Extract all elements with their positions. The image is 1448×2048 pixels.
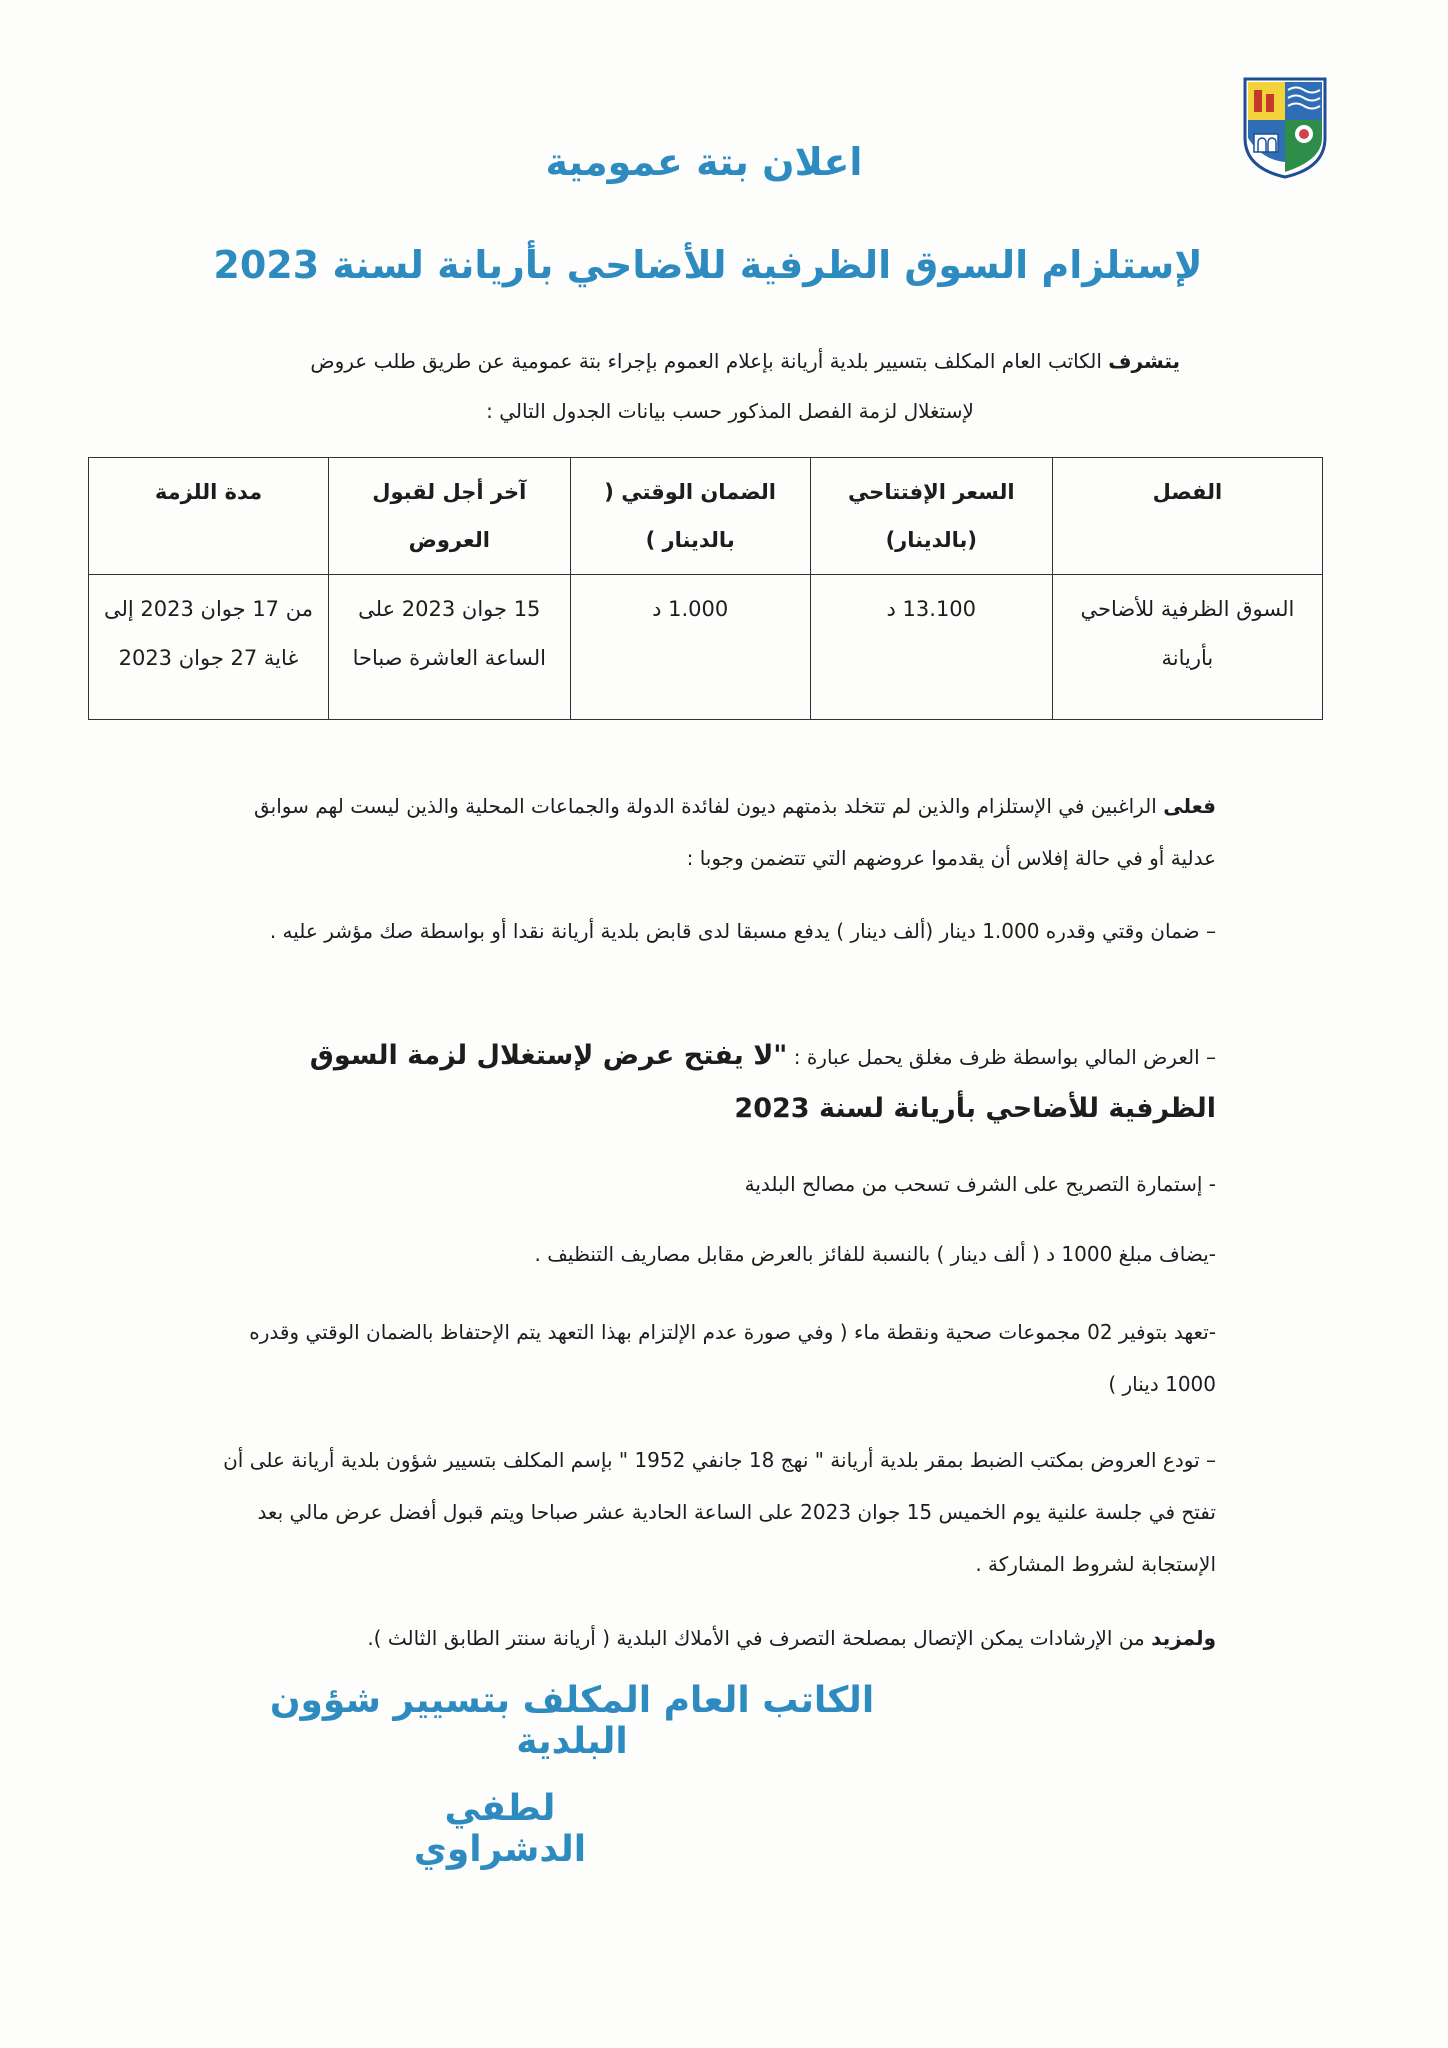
lease-table [88, 457, 1323, 720]
contact-text: من الإرشادات يمكن الإتصال بمصلحة التصرف في الأملاك البلدية ( أريانة سنتر الطابق الثالث ). [367, 1626, 1152, 1650]
signature-name: لطفي الدشراوي [413, 1788, 587, 1870]
header-opening-price: السعر الإفتتاحي (بالدينار) [810, 458, 1052, 575]
intro-paragraph [240, 336, 1180, 436]
cell-duration: من 17 جوان 2023 إلى غاية 27 جوان 2023 [89, 575, 329, 720]
header-chapter: الفصل [1052, 458, 1322, 575]
financial-offer-paragraph [218, 1030, 1216, 1136]
header-deadline: آخر أجل لقبول العروض [328, 458, 570, 575]
header-guarantee: الضمان الوقتي ( بالدينار ) [570, 458, 810, 575]
signature-title: الكاتب العام المكلف بتسيير شؤون البلدية [269, 1680, 875, 1762]
table-row [89, 575, 1323, 720]
eligibility-paragraph [218, 780, 1216, 884]
envelope-phrase: "لا يفتح عرض لإستغلال لزمة السوق الظرفية للأضاحي بأريانة لسنة 2023 [309, 1040, 1216, 1124]
declaration-paragraph: - إستمارة التصريح على الشرف تسحب من مصالح البلدية [744, 1172, 1216, 1196]
table-header-row [89, 458, 1323, 575]
submission-paragraph: – تودع العروض بمكتب الضبط بمقر بلدية أريانة " نهج 18 جانفي 1952 " بإسم المكلف بتسيير شؤون بلدية أريانة على أن تفتح في جلسة علنية يوم الخميس 15 جوان 2023 على الساعة الحادية عشر صباحا ويتم قبول أفضل عرض مالي بعد الإستجابة لشروط المشاركة . [223, 1448, 1216, 1576]
guarantee-paragraph: – ضمان وقتي وقدره 1.000 دينار (ألف دينار ) يدفع مسبقا لدى قابض بلدية أريانة نقدا أو بواسطة صك مؤشر عليه . [269, 919, 1216, 943]
intro-line-2: لإستغلال لزمة الفصل المذكور حسب بيانات الجدول التالي : [486, 399, 974, 423]
cell-chapter: السوق الظرفية للأضاحي بأريانة [1052, 575, 1322, 720]
cell-opening-price: 13.100 د [810, 575, 1052, 720]
financial-offer-text: – العرض المالي بواسطة ظرف مغلق يحمل عبارة : [787, 1045, 1216, 1069]
contact-paragraph [206, 1612, 1216, 1664]
intro-lead: يتشرف [1108, 349, 1180, 373]
eligibility-text: الراغبين في الإستلزام والذين لم تتخلد بذمتهم ديون لفائدة الدولة والجماعات المحلية والذين ليست لهم سوابق عدلية أو في حالة إفلاس أن يقدموا عروضهم التي تتضمن وجوبا : [254, 794, 1216, 870]
cleaning-fee-paragraph: -يضاف مبلغ 1000 د ( ألف دينار ) بالنسبة للفائز بالعرض مقابل مصاريف التنظيف . [534, 1242, 1216, 1266]
cell-deadline: 15 جوان 2023 على الساعة العاشرة صباحا [328, 575, 570, 720]
announcement-subtitle: لإستلزام السوق الظرفية للأضاحي بأريانة لسنة 2023 [213, 243, 1203, 287]
cell-guarantee: 1.000 د [570, 575, 810, 720]
eligibility-lead: فعلى [1163, 794, 1216, 818]
header-duration: مدة اللزمة [89, 458, 329, 575]
contact-lead: ولمزيد [1151, 1626, 1216, 1650]
announcement-title: اعلان بتة عمومية [545, 140, 863, 184]
sanitary-paragraph: -تعهد بتوفير 02 مجموعات صحية ونقطة ماء ( وفي صورة عدم الإلتزام بهذا التعهد يتم الإحتفاظ بالضمان الوقتي وقدره 1000 دينار ) [249, 1320, 1216, 1396]
intro-line-1: الكاتب العام المكلف بتسيير بلدية أريانة بإعلام العموم بإجراء بتة عمومية عن طريق طلب عروض [310, 349, 1109, 373]
